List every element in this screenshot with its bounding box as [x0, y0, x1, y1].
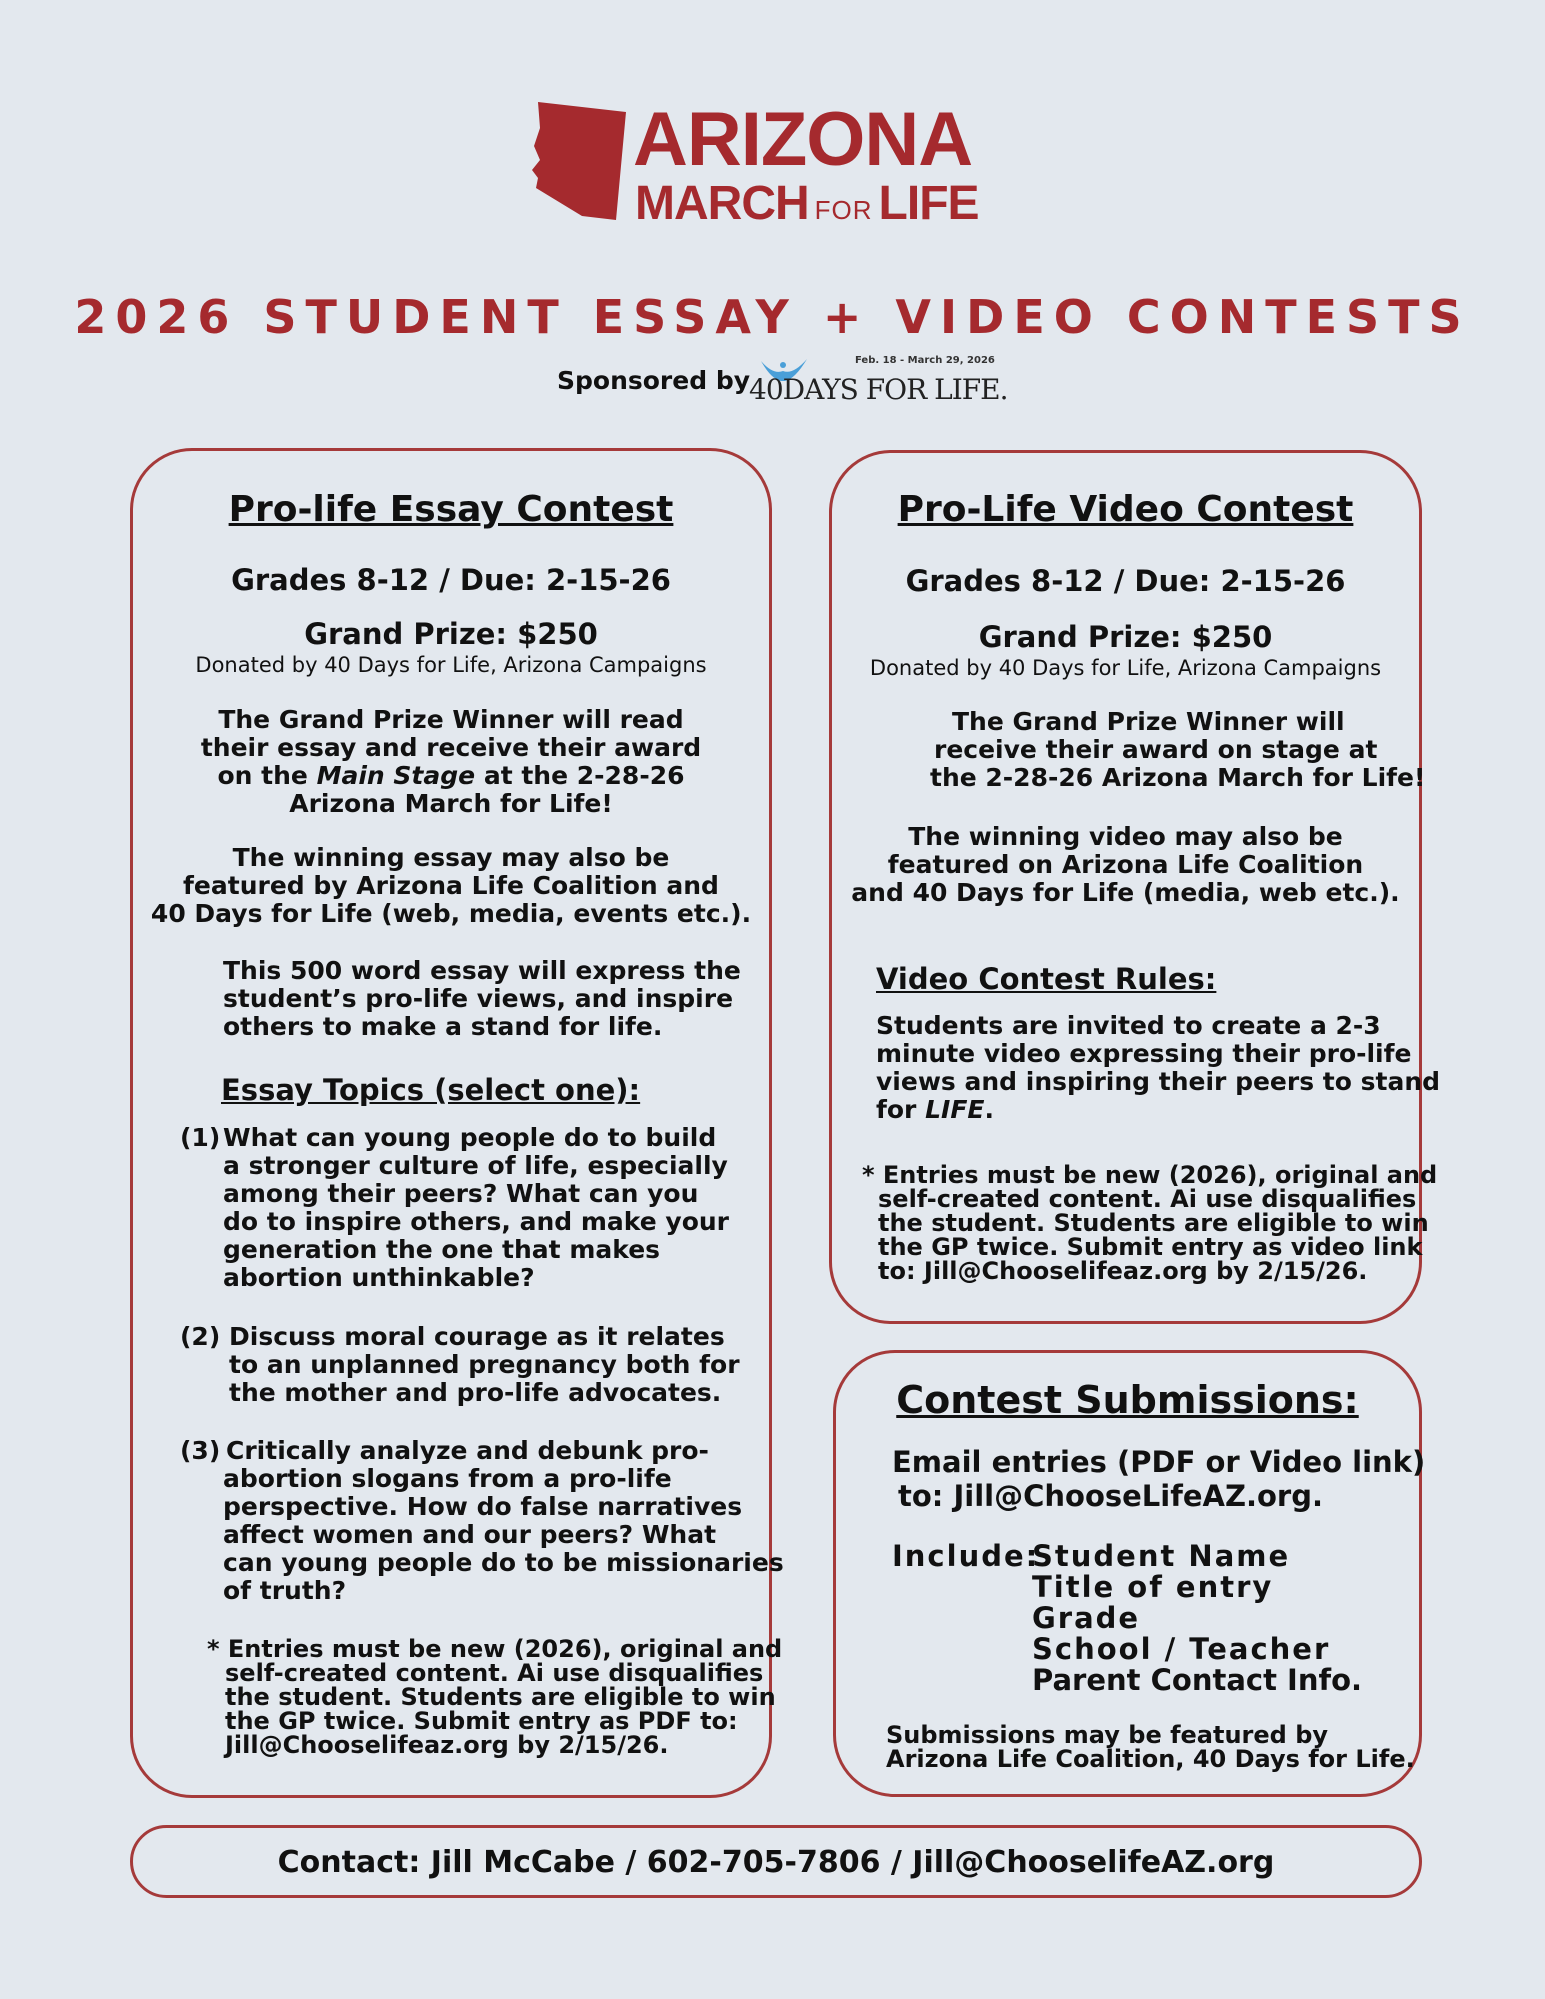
topic-3-line-3: perspective. How do false narratives [223, 1492, 743, 1521]
topic-1-line-2: a stronger culture of life, especially [223, 1151, 728, 1180]
essay-grades-due: Grades 8-12 / Due: 2-15-26 [231, 563, 671, 597]
essay-note-line-4: the GP twice. Submit entry as PDF to: [225, 1707, 738, 1735]
video-note-line-1: * Entries must be new (2026), original and [862, 1161, 1438, 1189]
include-item: Parent Contact Info. [1032, 1663, 1363, 1697]
essay-contest-title: Pro-life Essay Contest [228, 489, 674, 530]
video-note-line-5: to: Jill@Chooselifeaz.org by 2/15/26. [878, 1257, 1368, 1285]
include-item: Student Name [1032, 1539, 1291, 1573]
topic-1-line-1: What can young people do to build [223, 1123, 717, 1152]
video-rules-line-3: views and inspiring their peers to stand [876, 1067, 1441, 1096]
essay-featured-line-2: featured by Arizona Life Coalition and [183, 871, 719, 900]
sponsored-by-label: Sponsored by [557, 366, 751, 395]
topic-2-line-2: to an unplanned pregnancy both for [229, 1350, 740, 1379]
essay-note-line-3: the student. Students are eligible to win [225, 1683, 776, 1711]
submissions-email-line-2: to: Jill@ChooseLifeAZ.org. [898, 1479, 1323, 1513]
video-winner-line-1: The Grand Prize Winner will [952, 707, 1345, 736]
video-grades-due: Grades 8-12 / Due: 2-15-26 [905, 564, 1346, 598]
include-item: School / Teacher [1032, 1632, 1331, 1666]
essay-winner-line-2: their essay and receive their award [200, 733, 702, 762]
video-featured-line-3: and 40 Days for Life (media, web etc.). [851, 878, 1400, 907]
video-featured-line-2: featured on Arizona Life Coalition [887, 850, 1364, 879]
essay-winner-line-3: on the Main Stage at the 2-28-26 [217, 761, 685, 790]
topic-1-line-4: do to inspire others, and make your [223, 1207, 729, 1236]
topic-3-number: (3) [180, 1436, 221, 1465]
include-label: Include: [892, 1539, 1040, 1573]
video-featured-line-1: The winning video may also be [908, 822, 1343, 851]
essay-description-line-1: This 500 word essay will express the [223, 956, 741, 985]
logo-title: ARIZONA [633, 97, 973, 182]
submissions-featured-line-1: Submissions may be featured by [886, 1721, 1329, 1749]
arizona-march-for-life-logo [528, 98, 998, 228]
essay-winner-line-1: The Grand Prize Winner will read [218, 705, 684, 734]
sponsor-date: Feb. 18 - March 29, 2026 [855, 355, 995, 366]
essay-featured-line-3: 40 Days for Life (web, media, events etc.). [150, 899, 752, 928]
video-note-line-3: the student. Students are eligible to win [878, 1209, 1429, 1237]
essay-topics-heading: Essay Topics (select one): [221, 1073, 641, 1107]
video-rules-line-4: for LIFE. [876, 1095, 994, 1124]
topic-2-line-3: the mother and pro-life advocates. [229, 1378, 722, 1407]
video-winner-line-2: receive their award on stage at [934, 735, 1378, 764]
topic-1-line-5: generation the one that makes [223, 1235, 661, 1264]
essay-contest-panel [130, 448, 784, 1798]
topic-2-number: (2) [180, 1322, 221, 1351]
video-note-line-2: self-created content. Ai use disqualifies [878, 1185, 1417, 1213]
video-winner-line-3: the 2-28-26 Arizona March for Life! [930, 763, 1426, 792]
essay-note-line-1: * Entries must be new (2026), original and [207, 1635, 783, 1663]
include-item: Title of entry [1032, 1570, 1274, 1604]
topic-3-line-6: of truth? [223, 1576, 347, 1605]
video-grand-prize: Grand Prize: $250 [978, 620, 1273, 654]
video-note-line-4: the GP twice. Submit entry as video link [878, 1233, 1423, 1261]
topic-1-number: (1) [180, 1123, 221, 1152]
video-rules-line-2: minute video expressing their pro-life [876, 1039, 1412, 1068]
essay-winner-line-4: Arizona March for Life! [289, 789, 613, 818]
contact-info: Contact: Jill McCabe / 602-705-7806 / Jill@ChooselifeAZ.org [277, 1845, 1275, 1880]
essay-note-line-2: self-created content. Ai use disqualifies [225, 1659, 764, 1687]
essay-featured-line-1: The winning essay may also be [232, 843, 670, 872]
submissions-email-line-1: Email entries (PDF or Video link) [892, 1445, 1426, 1479]
video-contest-panel [829, 450, 1441, 1324]
essay-note-line-5: Jill@Chooselifeaz.org by 2/15/26. [225, 1731, 669, 1759]
topic-3-line-1: Critically analyze and debunk pro- [226, 1436, 709, 1465]
essay-donated-by: Donated by 40 Days for Life, Arizona Campaigns [195, 653, 707, 677]
arizona-state-icon [528, 98, 628, 220]
contest-submissions-panel [833, 1350, 1426, 1797]
video-donated-by: Donated by 40 Days for Life, Arizona Campaigns [869, 656, 1382, 680]
topic-3-line-5: can young people do to be missionaries [223, 1548, 784, 1577]
video-rules-heading: Video Contest Rules: [876, 962, 1217, 996]
topic-1-line-6: abortion unthinkable? [223, 1263, 535, 1292]
sponsor-name: 40DAYS FOR LIFE. [749, 373, 1008, 406]
topic-2-line-1: Discuss moral courage as it relates [229, 1322, 725, 1351]
essay-description-line-3: others to make a stand for life. [223, 1012, 663, 1041]
video-contest-title: Pro-Life Video Contest [897, 489, 1354, 530]
logo-subtitle: MARCH FOR LIFE [635, 177, 979, 230]
topic-3-line-4: affect women and our peers? What [223, 1520, 717, 1549]
contact-bar [130, 1825, 1422, 1898]
submissions-title: Contest Submissions: [896, 1378, 1359, 1422]
video-rules-line-1: Students are invited to create a 2-3 [876, 1011, 1381, 1040]
essay-grand-prize: Grand Prize: $250 [304, 617, 598, 651]
submissions-featured-line-2: Arizona Life Coalition, 40 Days for Life. [886, 1745, 1415, 1773]
topic-1-line-3: among their peers? What can you [223, 1179, 699, 1208]
forty-days-for-life-logo [745, 355, 1008, 406]
essay-description-line-2: student’s pro-life views, and inspire [223, 984, 734, 1013]
include-item: Grade [1032, 1601, 1141, 1635]
page-title: 2026 STUDENT ESSAY + VIDEO CONTESTS [74, 290, 1471, 344]
topic-3-line-2: abortion slogans from a pro-life [223, 1464, 672, 1493]
